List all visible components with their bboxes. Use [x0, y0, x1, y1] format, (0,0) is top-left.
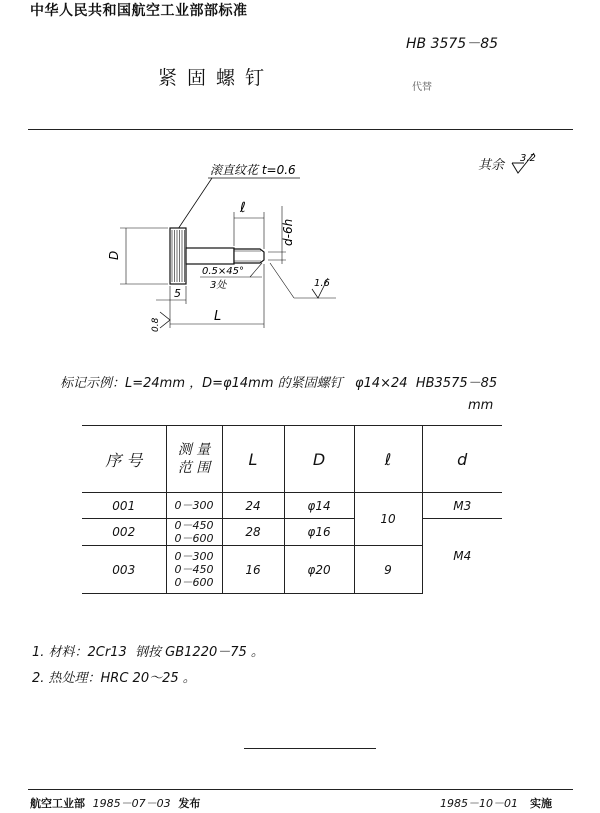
- header-range: 测 量 范 围: [166, 426, 222, 493]
- footer-issued-label: 发布: [178, 797, 201, 810]
- document-title: 紧固螺钉: [158, 67, 275, 89]
- table-unit: mm: [468, 398, 494, 413]
- footer-issuer: 航空工业部: [30, 797, 85, 810]
- row-D: φ16: [284, 519, 354, 546]
- d-tolerance-label: d-6h: [281, 218, 295, 246]
- rest-roughness-label: 其余: [478, 158, 505, 173]
- screw-head: [170, 228, 186, 284]
- row-L: 28: [222, 519, 284, 546]
- footer-issue: [30, 795, 200, 811]
- note-material: 1. 材料：2Cr13 钢按 GB1220－75 。: [32, 645, 264, 660]
- table-row: [82, 493, 502, 519]
- row-d-group2: M4: [453, 549, 472, 564]
- roughness-symbol-icon: [508, 151, 538, 177]
- roughness-16-leader: [270, 263, 294, 298]
- dimension-table: [82, 425, 502, 594]
- row-no: 002: [82, 519, 166, 546]
- footer-effective-label: 实施: [530, 797, 552, 810]
- footer-effective: [440, 795, 552, 811]
- rest-roughness-note: [478, 151, 538, 177]
- header-d: d: [422, 426, 502, 493]
- l-dimension-label: ℓ: [240, 200, 246, 216]
- standard-number: HB 3575－85: [406, 36, 499, 52]
- note-heat-treatment: 2. 热处理：HRC 20～25 。: [32, 671, 196, 686]
- knurl-label: 滚直纹花 t=0.6: [210, 163, 296, 177]
- row-d-group1: M3: [422, 493, 502, 519]
- chamfer-label: 0.5×45°: [202, 266, 245, 277]
- row-l-group1: 10: [354, 493, 422, 546]
- header-l: ℓ: [354, 426, 422, 493]
- row-range: 0－450 0－600: [166, 519, 222, 546]
- roughness-08-icon: [160, 312, 170, 328]
- row-no: 001: [82, 493, 166, 519]
- chamfer-count-label: 3处: [210, 280, 227, 291]
- header-divider: [28, 129, 573, 130]
- header-no: 序 号: [82, 426, 166, 493]
- roughness-08-value: 0.8: [151, 317, 161, 332]
- footer-divider: [28, 789, 573, 790]
- row-D: φ14: [284, 493, 354, 519]
- row-range: 0－300: [166, 493, 222, 519]
- footer-effective-date: 1985－10－01: [440, 797, 518, 810]
- screw-shank: [186, 248, 234, 264]
- end-line: [244, 748, 376, 749]
- dim-5-label: 5: [174, 287, 181, 300]
- knurl-leader-line: [176, 178, 212, 232]
- table-header-row: [82, 426, 502, 493]
- row-no: 003: [82, 546, 166, 594]
- roughness-16-value: 1.6: [314, 278, 330, 289]
- replaces-note: 代替: [412, 82, 432, 93]
- row-L: 16: [222, 546, 284, 594]
- row-D: φ20: [284, 546, 354, 594]
- screw-drawing: [90, 150, 430, 340]
- table-row: [82, 519, 502, 546]
- footer-issue-date: 1985－07－03: [92, 797, 171, 810]
- row-l-group2: 9: [354, 546, 422, 594]
- rest-roughness-value: 3.2: [520, 153, 537, 164]
- L-dimension-label: L: [214, 309, 222, 324]
- issuing-organization: 中华人民共和国航空工业部部标准: [30, 3, 248, 19]
- marking-example: 标记示例：L=24mm ，D=φ14mm 的紧固螺钉 φ14×24 HB3575－85: [60, 376, 498, 391]
- D-dimension-label: D: [107, 250, 121, 260]
- row-range: 0－300 0－450 0－600: [166, 546, 222, 594]
- header-L: L: [222, 426, 284, 493]
- row-L: 24: [222, 493, 284, 519]
- header-D: D: [284, 426, 354, 493]
